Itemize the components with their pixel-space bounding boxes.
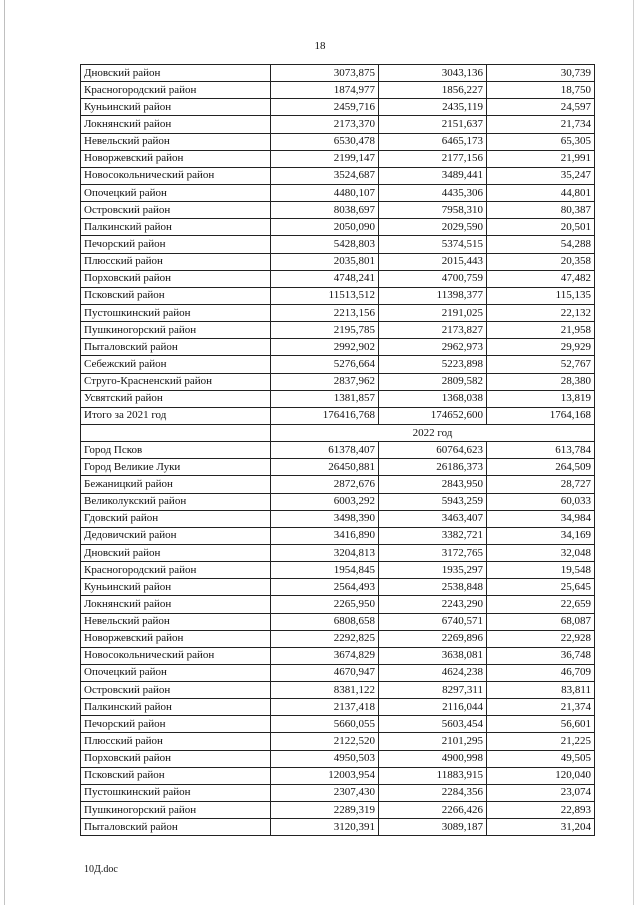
table-row [81,356,595,373]
table-row [81,339,595,356]
amount-cell: 5660,055 [271,716,379,733]
district-name-cell: Великолукский район [81,493,271,510]
amount-cell: 61378,407 [271,442,379,459]
district-name-cell: Плюсский район [81,253,271,270]
scan-right-edge [633,0,634,905]
district-name-cell: Итого за 2021 год [81,407,271,424]
amount-cell: 3638,081 [379,647,487,664]
footer-filename: 10Д.doc [84,864,118,875]
district-name-cell: Печорский район [81,236,271,253]
amount-cell: 5223,898 [379,356,487,373]
amount-cell: 1935,297 [379,562,487,579]
amount-cell: 2307,430 [271,784,379,801]
amount-cell: 21,991 [487,150,595,167]
amount-cell: 52,767 [487,356,595,373]
amount-cell: 2266,426 [379,802,487,819]
amount-cell: 2015,443 [379,253,487,270]
table-row [81,630,595,647]
amount-cell: 3524,687 [271,167,379,184]
year-header: 2022 год [271,424,595,441]
table-row [81,150,595,167]
amount-cell: 46,709 [487,664,595,681]
amount-cell: 3204,813 [271,544,379,561]
amount-cell: 2199,147 [271,150,379,167]
amount-cell: 2843,950 [379,476,487,493]
amount-cell: 24,597 [487,99,595,116]
district-name-cell: Бежаницкий район [81,476,271,493]
amount-cell: 83,811 [487,682,595,699]
table-row [81,270,595,287]
amount-cell: 3416,890 [271,527,379,544]
district-name-cell: Дновский район [81,544,271,561]
amount-cell: 3073,875 [271,65,379,82]
scan-left-edge [4,0,5,905]
table-row [81,476,595,493]
district-name-cell: Порховский район [81,750,271,767]
district-name-cell: Локнянский район [81,596,271,613]
amount-cell: 8038,697 [271,202,379,219]
amount-cell: 65,305 [487,133,595,150]
amount-cell: 2872,676 [271,476,379,493]
amount-cell: 4435,306 [379,184,487,201]
district-name-cell: Куньинский район [81,99,271,116]
district-name-cell: Невельский район [81,613,271,630]
amount-cell: 8297,311 [379,682,487,699]
amount-cell: 11513,512 [271,287,379,304]
amount-cell: 11883,915 [379,767,487,784]
table-row [81,116,595,133]
table-row [81,82,595,99]
amount-cell: 5603,454 [379,716,487,733]
table-row [81,493,595,510]
amount-cell: 47,482 [487,270,595,287]
table-row [81,202,595,219]
amount-cell: 31,204 [487,819,595,836]
district-name-cell: Псковский район [81,287,271,304]
table-row [81,750,595,767]
district-name-cell: Город Псков [81,442,271,459]
amount-cell: 12003,954 [271,767,379,784]
amount-cell: 2173,370 [271,116,379,133]
district-name-cell: Печорский район [81,716,271,733]
amount-cell: 6808,658 [271,613,379,630]
amount-cell: 174652,600 [379,407,487,424]
table-row [81,390,595,407]
amount-cell: 20,358 [487,253,595,270]
amount-cell: 21,734 [487,116,595,133]
amount-cell: 60764,623 [379,442,487,459]
district-name-cell: Пыталовский район [81,819,271,836]
district-name-cell: Пустошкинский район [81,304,271,321]
amount-cell: 3089,187 [379,819,487,836]
amount-cell: 5428,803 [271,236,379,253]
amount-cell: 120,040 [487,767,595,784]
amount-cell: 60,033 [487,493,595,510]
table-row [81,133,595,150]
district-name-cell: Псковский район [81,767,271,784]
amount-cell: 22,659 [487,596,595,613]
district-name-cell: Новосокольнический район [81,647,271,664]
amount-cell: 54,288 [487,236,595,253]
table-row [81,527,595,544]
amount-cell: 21,374 [487,699,595,716]
amount-cell: 22,893 [487,802,595,819]
amount-cell: 28,380 [487,373,595,390]
table-row [81,767,595,784]
amount-cell: 2101,295 [379,733,487,750]
amount-cell: 1954,845 [271,562,379,579]
amount-cell: 2289,319 [271,802,379,819]
amount-cell: 34,984 [487,510,595,527]
amount-cell: 26450,881 [271,459,379,476]
amount-cell: 6740,571 [379,613,487,630]
budget-table [80,64,595,836]
district-name-cell: Палкинский район [81,699,271,716]
amount-cell: 5374,515 [379,236,487,253]
amount-cell: 2151,637 [379,116,487,133]
amount-cell: 2292,825 [271,630,379,647]
table-row [81,579,595,596]
table-row [81,184,595,201]
amount-cell: 3463,407 [379,510,487,527]
table-row [81,373,595,390]
table-row [81,510,595,527]
amount-cell: 2122,520 [271,733,379,750]
amount-cell: 2050,090 [271,219,379,236]
district-name-cell: Палкинский район [81,219,271,236]
table-row [81,596,595,613]
amount-cell: 3172,765 [379,544,487,561]
amount-cell: 2992,902 [271,339,379,356]
amount-cell: 176416,768 [271,407,379,424]
amount-cell: 3674,829 [271,647,379,664]
amount-cell: 5276,664 [271,356,379,373]
table-row [81,322,595,339]
amount-cell: 2191,025 [379,304,487,321]
amount-cell: 30,739 [487,65,595,82]
district-name-cell: Город Великие Луки [81,459,271,476]
amount-cell: 1856,227 [379,82,487,99]
table-row [81,784,595,801]
amount-cell: 22,132 [487,304,595,321]
district-name-cell: Порховский район [81,270,271,287]
amount-cell: 4748,241 [271,270,379,287]
table-row [81,613,595,630]
amount-cell: 49,505 [487,750,595,767]
amount-cell: 20,501 [487,219,595,236]
amount-cell: 2435,119 [379,99,487,116]
amount-cell: 2116,044 [379,699,487,716]
district-name-cell: Усвятский район [81,390,271,407]
district-name-cell: Дновский район [81,65,271,82]
amount-cell: 4480,107 [271,184,379,201]
amount-cell: 2459,716 [271,99,379,116]
amount-cell: 3382,721 [379,527,487,544]
table-row [81,459,595,476]
amount-cell: 13,819 [487,390,595,407]
amount-cell: 2035,801 [271,253,379,270]
amount-cell: 2962,973 [379,339,487,356]
district-name-cell: Пушкиногорский район [81,322,271,339]
district-name-cell: Струго-Красненский район [81,373,271,390]
amount-cell: 11398,377 [379,287,487,304]
amount-cell: 35,247 [487,167,595,184]
amount-cell: 2213,156 [271,304,379,321]
amount-cell: 6465,173 [379,133,487,150]
table-body [81,65,595,836]
amount-cell: 5943,259 [379,493,487,510]
district-name-cell: Новосокольнический район [81,167,271,184]
amount-cell: 3043,136 [379,65,487,82]
year-header-row [81,424,595,441]
amount-cell: 2243,290 [379,596,487,613]
amount-cell: 115,135 [487,287,595,304]
table-row [81,562,595,579]
table-row [81,287,595,304]
amount-cell: 1368,038 [379,390,487,407]
district-name-cell: Новоржевский район [81,630,271,647]
table-row [81,647,595,664]
table-row [81,99,595,116]
district-name-cell: Пустошкинский район [81,784,271,801]
table-row [81,236,595,253]
district-name-cell: Куньинский район [81,579,271,596]
district-name-cell: Гдовский район [81,510,271,527]
page-number: 18 [314,40,326,52]
amount-cell: 2137,418 [271,699,379,716]
amount-cell: 2564,493 [271,579,379,596]
table-row [81,819,595,836]
amount-cell: 2265,950 [271,596,379,613]
table-row [81,167,595,184]
table-row [81,699,595,716]
amount-cell: 80,387 [487,202,595,219]
table-row [81,253,595,270]
table-row [81,544,595,561]
district-name-cell: Островский район [81,202,271,219]
amount-cell: 19,548 [487,562,595,579]
amount-cell: 2195,785 [271,322,379,339]
amount-cell: 8381,122 [271,682,379,699]
amount-cell: 6530,478 [271,133,379,150]
amount-cell: 34,169 [487,527,595,544]
amount-cell: 3489,441 [379,167,487,184]
district-name-cell: Опочецкий район [81,184,271,201]
amount-cell: 3498,390 [271,510,379,527]
amount-cell: 22,928 [487,630,595,647]
amount-cell: 264,509 [487,459,595,476]
amount-cell: 21,225 [487,733,595,750]
amount-cell: 4624,238 [379,664,487,681]
amount-cell: 7958,310 [379,202,487,219]
table-row [81,407,595,424]
amount-cell: 2029,590 [379,219,487,236]
year-header-empty-cell [81,424,271,441]
amount-cell: 1764,168 [487,407,595,424]
table-row [81,733,595,750]
amount-cell: 26186,373 [379,459,487,476]
district-name-cell: Невельский район [81,133,271,150]
amount-cell: 2269,896 [379,630,487,647]
amount-cell: 4700,759 [379,270,487,287]
amount-cell: 2284,356 [379,784,487,801]
amount-cell: 2837,962 [271,373,379,390]
amount-cell: 2809,582 [379,373,487,390]
district-name-cell: Дедовичский район [81,527,271,544]
amount-cell: 2538,848 [379,579,487,596]
table-row [81,65,595,82]
amount-cell: 4950,503 [271,750,379,767]
amount-cell: 56,601 [487,716,595,733]
amount-cell: 1381,857 [271,390,379,407]
amount-cell: 4900,998 [379,750,487,767]
amount-cell: 2177,156 [379,150,487,167]
district-name-cell: Красногородский район [81,82,271,99]
table-row [81,716,595,733]
amount-cell: 4670,947 [271,664,379,681]
table-row [81,219,595,236]
table-row [81,682,595,699]
district-name-cell: Новоржевский район [81,150,271,167]
district-name-cell: Опочецкий район [81,664,271,681]
district-name-cell: Красногородский район [81,562,271,579]
amount-cell: 28,727 [487,476,595,493]
amount-cell: 23,074 [487,784,595,801]
table-row [81,802,595,819]
district-name-cell: Локнянский район [81,116,271,133]
amount-cell: 21,958 [487,322,595,339]
table-row [81,304,595,321]
amount-cell: 44,801 [487,184,595,201]
amount-cell: 29,929 [487,339,595,356]
amount-cell: 1874,977 [271,82,379,99]
table-row [81,442,595,459]
district-name-cell: Себежский район [81,356,271,373]
district-name-cell: Пыталовский район [81,339,271,356]
amount-cell: 36,748 [487,647,595,664]
district-name-cell: Островский район [81,682,271,699]
amount-cell: 25,645 [487,579,595,596]
amount-cell: 2173,827 [379,322,487,339]
amount-cell: 68,087 [487,613,595,630]
district-name-cell: Пушкиногорский район [81,802,271,819]
table-row [81,664,595,681]
amount-cell: 18,750 [487,82,595,99]
amount-cell: 3120,391 [271,819,379,836]
district-name-cell: Плюсский район [81,733,271,750]
amount-cell: 32,048 [487,544,595,561]
amount-cell: 613,784 [487,442,595,459]
amount-cell: 6003,292 [271,493,379,510]
